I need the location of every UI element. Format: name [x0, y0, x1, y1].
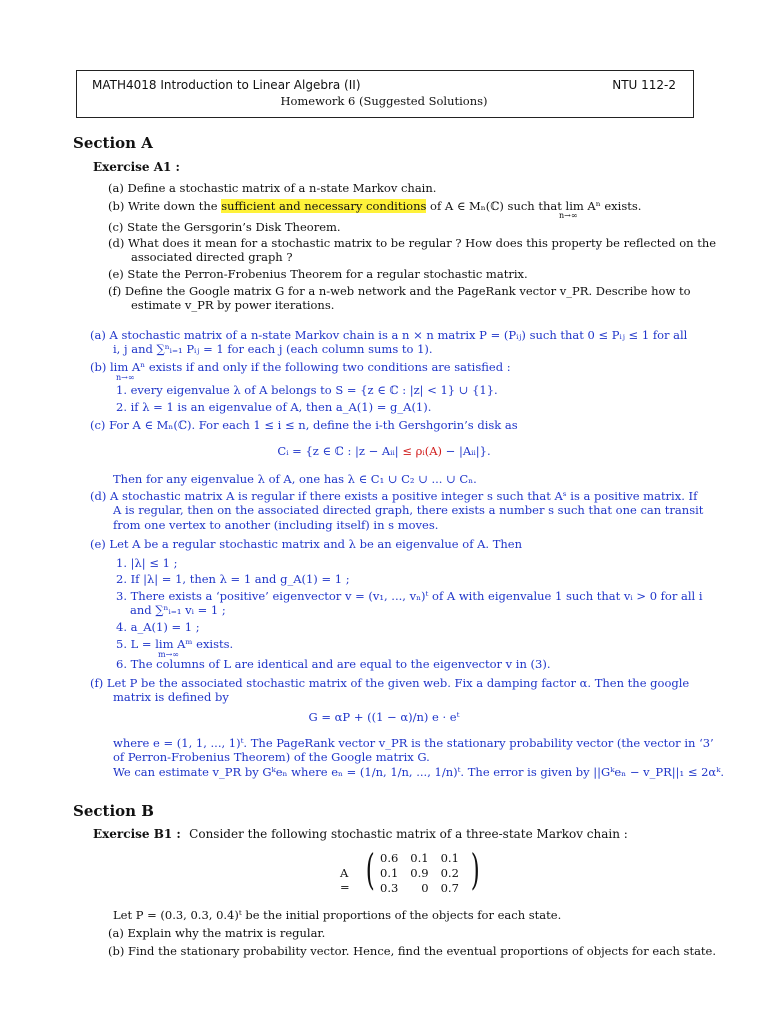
exercise-b1-heading	[93, 827, 628, 841]
question-a1-d-line1: (d) What does it mean for a stochastic matrix to be regular ? How does this property be reflected on the	[108, 236, 717, 250]
matrix-cell: 0.1	[410, 850, 429, 865]
solution-e-item4: 4. a_A(1) = 1 ;	[116, 620, 200, 634]
solution-f-line5: We can estimate v_PR by Gᵏeₙ where eₙ = (1/n, 1/n, ..., 1/n)ᵗ. The error is given by ||Gᵏeₙ − v_PR||₁ ≤ 2αᵏ.	[113, 765, 725, 779]
question-b1-a: (a) Explain why the matrix is regular.	[108, 926, 326, 940]
gershgorin-eq-post: − |Aᵢᵢ|}.	[442, 444, 491, 458]
left-paren-icon: (	[365, 845, 375, 894]
matrix-row	[374, 880, 465, 895]
term-label: NTU 112-2	[612, 78, 676, 92]
exercise-b1-intro: Consider the following stochastic matrix of a three-state Markov chain :	[189, 827, 628, 841]
solution-e-item1: 1. |λ| ≤ 1 ;	[116, 556, 178, 570]
solution-e-intro: (e) Let A be a regular stochastic matrix and λ be an eigenvalue of A. Then	[90, 537, 523, 551]
initial-proportions: Let P = (0.3, 0.3, 0.4)ᵗ be the initial proportions of the objects for each state.	[113, 908, 562, 922]
question-a1-d-line2: associated directed graph ?	[131, 250, 293, 264]
solution-e-item6: 6. The columns of L are identical and are equal to the eigenvector v in (3).	[116, 657, 551, 671]
matrix-cell: 0	[421, 880, 429, 895]
gershgorin-eq-red: ≤ ρᵢ(A)	[402, 444, 442, 458]
matrix-cell: 0.6	[380, 850, 399, 865]
matrix-cell: 0.3	[380, 880, 399, 895]
question-b-prefix: (b) Write down the	[108, 199, 222, 213]
matrix-row	[374, 865, 465, 880]
gershgorin-eq-pre: Cᵢ = {z ∈ ℂ : |z − Aᵢᵢ|	[277, 444, 403, 458]
matrix-cell: 0.1	[440, 850, 459, 865]
solution-f-line2: matrix is defined by	[113, 690, 229, 704]
question-a1-e: (e) State the Perron-Frobenius Theorem for a regular stochastic matrix.	[108, 267, 528, 281]
matrix-table	[374, 850, 465, 895]
solution-e-limit: m→∞	[158, 650, 179, 659]
exercise-b1-title: Exercise B1 :	[93, 827, 181, 841]
solution-d-line3: from one vertex to another (including itself) in s moves.	[113, 518, 439, 532]
matrix-cell: 0.2	[440, 865, 459, 880]
solution-e-item3-line2: and ∑ⁿᵢ₌₁ vᵢ = 1 ;	[130, 603, 226, 617]
google-matrix-equation: G = αP + ((1 − α)/n) e · eᵗ	[308, 710, 460, 724]
question-a1-c: (c) State the Gersgorin’s Disk Theorem.	[108, 220, 341, 234]
solution-d-line2: A is regular, then on the associated directed graph, there exists a number s such that one can transit	[113, 503, 704, 517]
solution-c-line2: Then for any eigenvalue λ of A, one has λ ∈ C₁ ∪ C₂ ∪ ... ∪ Cₙ.	[113, 472, 477, 486]
course-title: MATH4018 Introduction to Linear Algebra (II)	[92, 78, 361, 92]
solution-a-line1: (a) A stochastic matrix of a n-state Markov chain is a n × n matrix P = (Pᵢⱼ) such that 0 ≤ Pᵢⱼ ≤ 1 for all	[90, 328, 688, 342]
matrix-cell: 0.7	[440, 880, 459, 895]
matrix-label: A =	[340, 866, 350, 894]
solution-f-line3: where e = (1, 1, ..., 1)ᵗ. The PageRank vector v_PR is the stationary probability vector (the vector in ‘3’	[113, 736, 714, 750]
solution-c-line1: (c) For A ∈ Mₙ(ℂ). For each 1 ≤ i ≤ n, define the i-th Gershgorin’s disk as	[90, 418, 518, 432]
highlighted-phrase: sufficient and necessary conditions	[221, 199, 427, 213]
right-paren-icon: )	[470, 845, 480, 894]
limit-subscript: n→∞	[559, 211, 578, 220]
homework-subtitle: Homework 6 (Suggested Solutions)	[280, 94, 488, 108]
solution-e-item3-line1: 3. There exists a ‘positive’ eigenvector v = (v₁, ..., vₙ)ᵗ of A with eigenvalue 1 such that vᵢ > 0 for all i	[116, 589, 703, 603]
section-a-title: Section A	[73, 134, 153, 152]
gershgorin-equation	[0, 444, 768, 458]
solution-a-line2: i, j and ∑ⁿᵢ₌₁ Pᵢⱼ = 1 for each j (each column sums to 1).	[113, 342, 433, 356]
solution-f-line4: of Perron-Frobenius Theorem) of the Google matrix G.	[113, 750, 430, 764]
solution-e-item2: 2. If |λ| = 1, then λ = 1 and g_A(1) = 1 ;	[116, 572, 350, 586]
section-b-title: Section B	[73, 802, 154, 820]
matrix-row	[374, 850, 465, 865]
solution-b-cond1: 1. every eigenvalue λ of A belongs to S = {z ∈ ℂ : |z| < 1} ∪ {1}.	[116, 383, 498, 397]
exercise-a1-title: Exercise A1 :	[93, 160, 180, 174]
solution-b-limit: n→∞	[116, 373, 135, 382]
matrix-cell: 0.1	[380, 865, 399, 880]
question-a1-a: (a) Define a stochastic matrix of a n-state Markov chain.	[108, 181, 437, 195]
question-b-suffix: of A ∈ Mₙ(ℂ) such that lim Aⁿ exists.	[426, 199, 642, 213]
solution-e-item5: 5. L = lim Aᵐ exists.	[116, 637, 234, 651]
question-a1-f-line2: estimate v_PR by power iterations.	[131, 298, 335, 312]
question-b1-b: (b) Find the stationary probability vector. Hence, find the eventual proportions of objects for each state.	[108, 944, 717, 958]
solution-b-cond2: 2. if λ = 1 is an eigenvalue of A, then a_A(1) = g_A(1).	[116, 400, 432, 414]
question-a1-f-line1: (f) Define the Google matrix G for a n-web network and the PageRank vector v_PR. Describe how to	[108, 284, 691, 298]
solution-b-line1: (b) lim Aⁿ exists if and only if the following two conditions are satisfied :	[90, 360, 511, 374]
solution-d-line1: (d) A stochastic matrix A is regular if there exists a positive integer s such that Aˢ is a positive matrix. If	[90, 489, 698, 503]
solution-f-line1: (f) Let P be the associated stochastic matrix of the given web. Fix a damping factor α. Then the google	[90, 676, 690, 690]
matrix-cell: 0.9	[410, 865, 429, 880]
